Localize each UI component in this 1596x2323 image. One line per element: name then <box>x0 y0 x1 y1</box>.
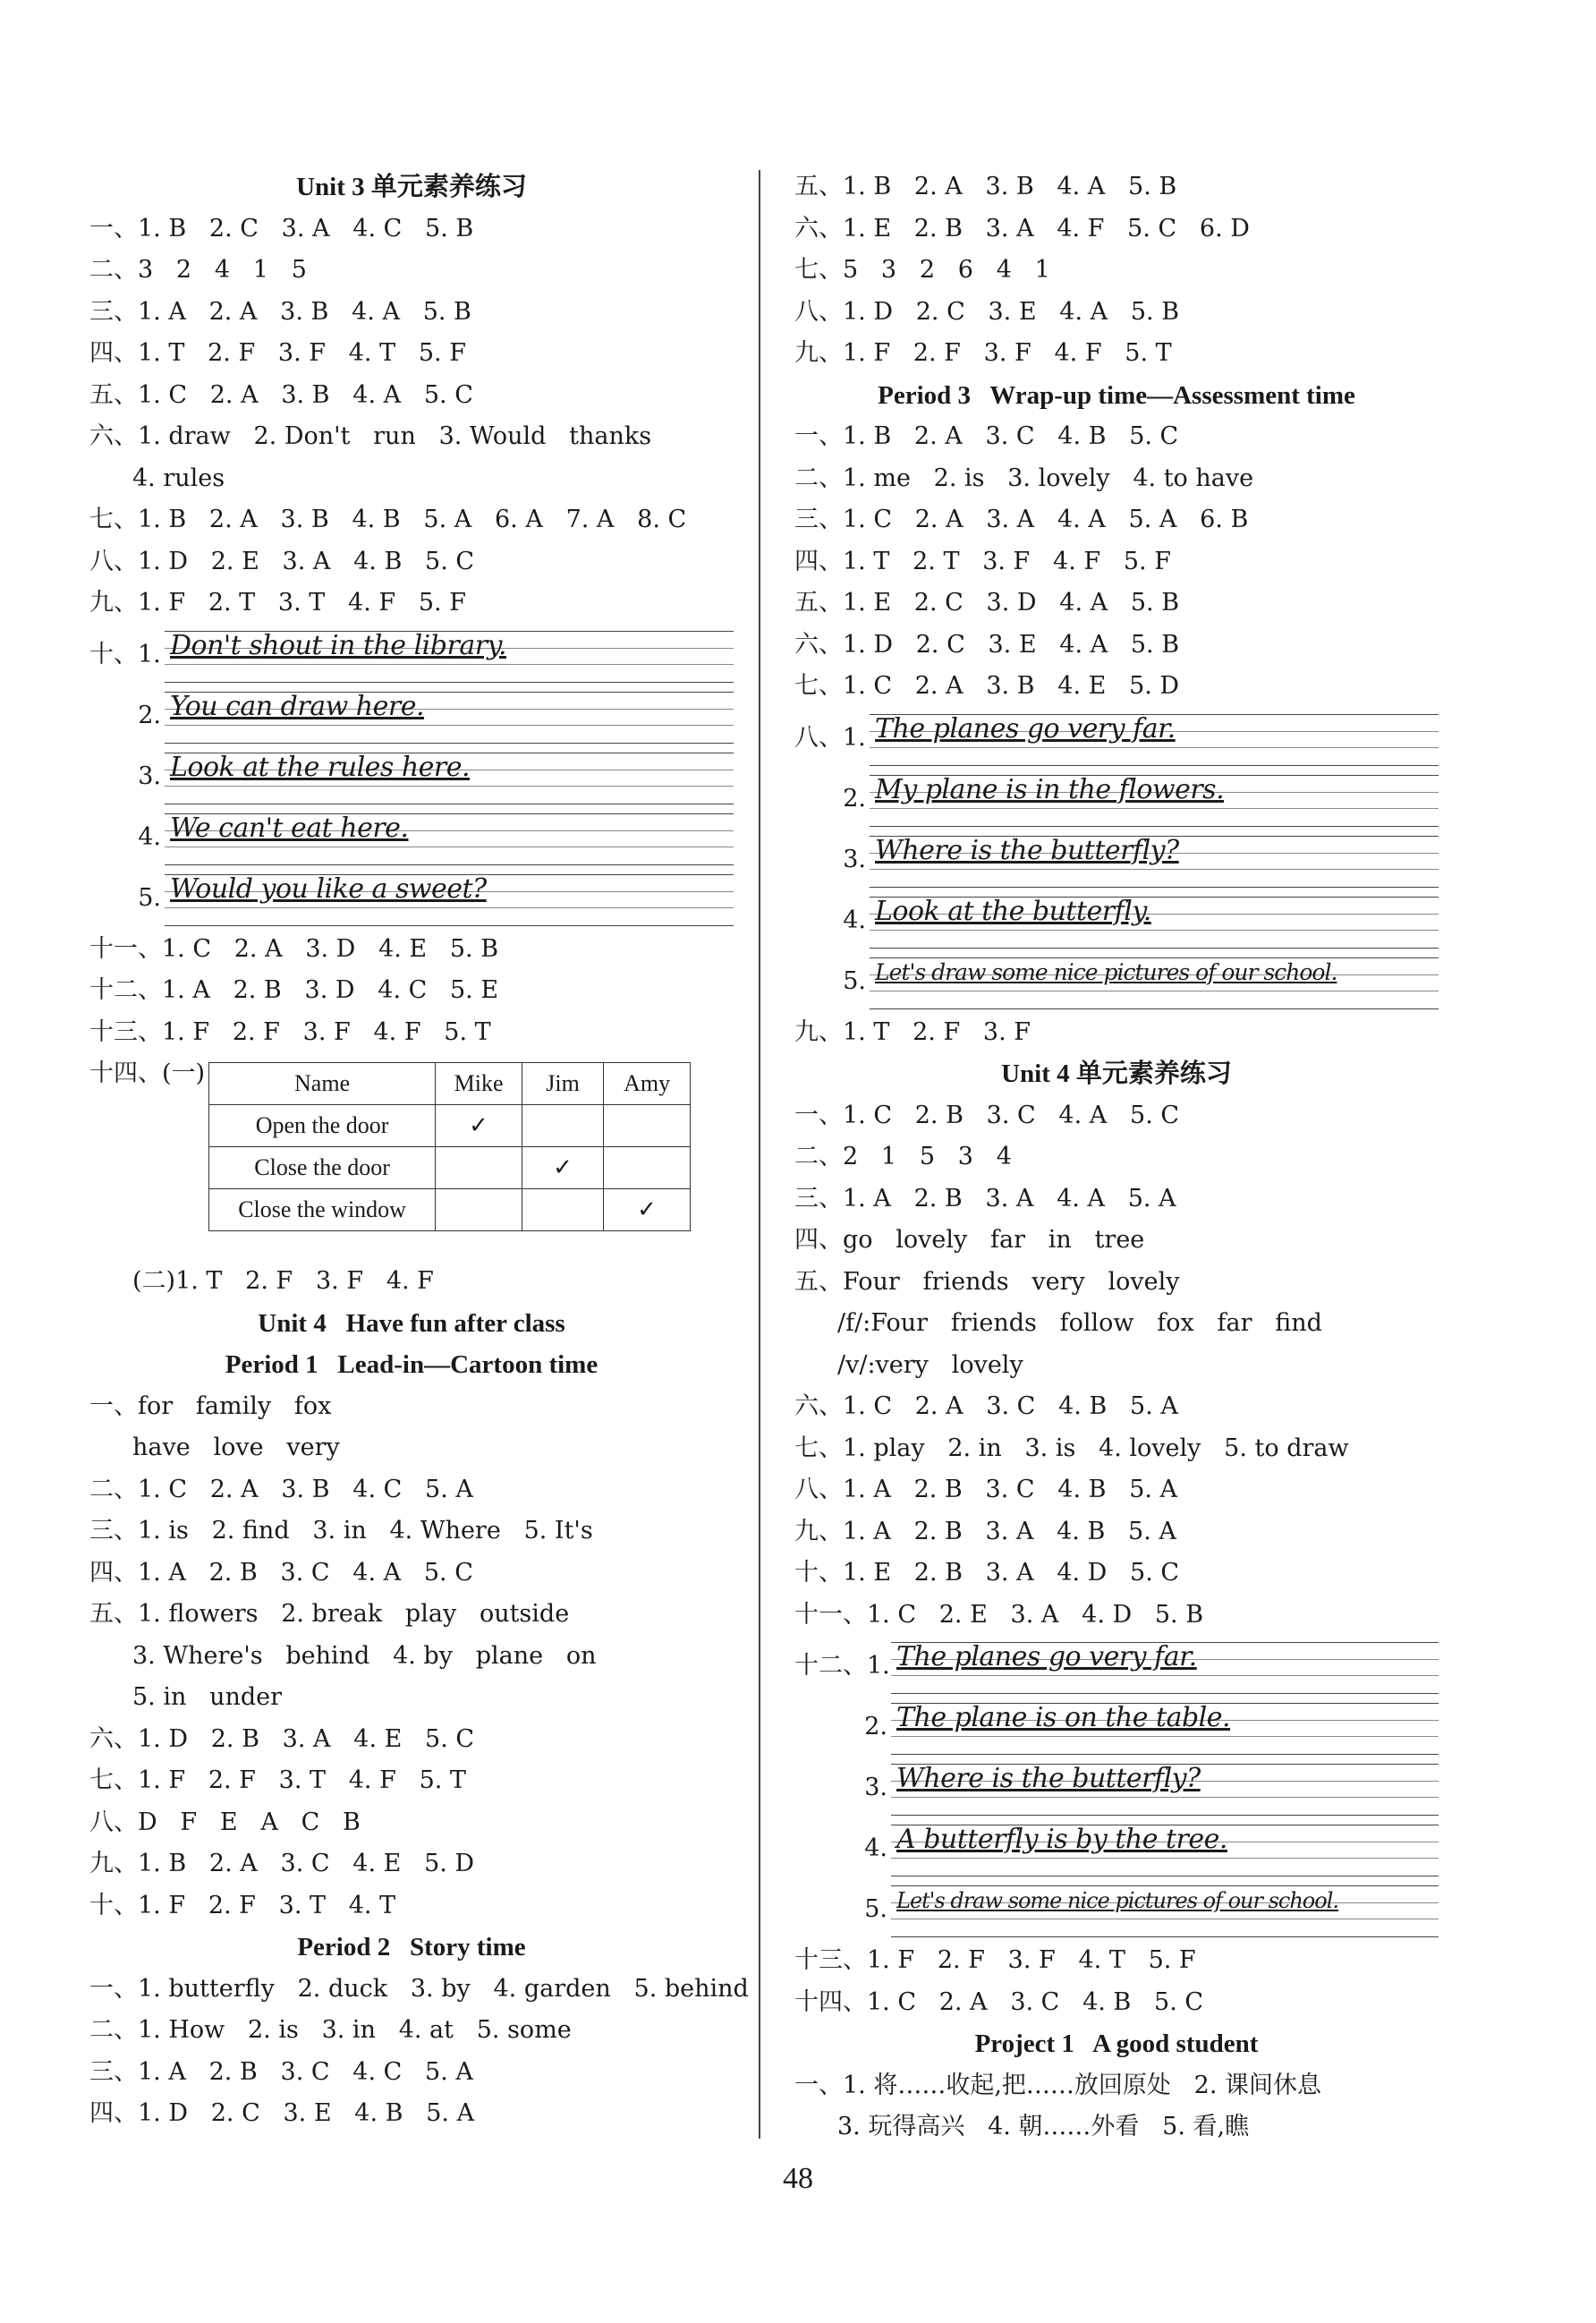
answer-line: 六、1. C 2. A 3. C 4. B 5. A <box>794 1392 1178 1420</box>
answer-line: 5. in under <box>132 1683 283 1711</box>
answer-line: 四、1. T 2. F 3. F 4. T 5. F <box>89 339 466 367</box>
table-cell <box>604 1147 691 1189</box>
answer-line: 六、1. D 2. C 3. E 4. A 5. B <box>794 630 1180 659</box>
unit4-practice-heading: Unit 4 单元素养练习 <box>1001 1059 1232 1088</box>
answer-line: 五、1. C 2. A 3. B 4. A 5. C <box>89 380 473 409</box>
answer-line: 二、1. me 2. is 3. lovely 4. to have <box>794 464 1254 492</box>
handwritten-answer: My plane is in the flowers. <box>875 773 1225 805</box>
answer-line: 三、1. A 2. A 3. B 4. A 5. B <box>89 297 471 326</box>
handwriting-line <box>794 951 1439 1012</box>
answer-line: 六、1. E 2. B 3. A 4. F 5. C 6. D <box>794 214 1250 243</box>
handwritten-answer: Would you like a sweet? <box>170 872 487 905</box>
answer-line: 九、1. F 2. T 3. T 4. F 5. F <box>89 589 466 617</box>
item-label: 5. <box>843 966 866 995</box>
answer-line: 五、Four friends very lovely <box>794 1267 1180 1296</box>
handwritten-answer: Look at the butterfly. <box>875 895 1151 927</box>
item-label: 八、1. <box>794 723 866 752</box>
answer-line: 七、1. C 2. A 3. B 4. E 5. D <box>794 672 1180 700</box>
table-cell: Close the door <box>209 1147 436 1189</box>
answer-line: 八、D F E A C B <box>89 1808 361 1836</box>
item-label: 5. <box>864 1895 887 1923</box>
handwriting-line <box>89 868 734 929</box>
handwritten-answer: A butterfly is by the tree. <box>896 1824 1227 1855</box>
table-header-cell: Amy <box>604 1063 691 1105</box>
period2-heading: Period 2 Story time <box>297 1933 526 1961</box>
answer-line: 八、1. D 2. E 3. A 4. B 5. C <box>89 547 475 575</box>
answer-table <box>208 1062 691 1231</box>
answer-line: /f/:Four friends follow fox far find <box>837 1309 1322 1337</box>
handwritten-answer: Let's draw some nice pictures of our school. <box>875 958 1337 985</box>
answer-line: 二、3 2 4 1 5 <box>89 256 307 284</box>
answer-line: 九、1. A 2. B 3. A 4. B 5. A <box>794 1517 1176 1545</box>
period3-heading: Period 3 Wrap-up time—Assessment time <box>878 380 1355 410</box>
handwritten-answer: You can draw here. <box>170 690 425 722</box>
check-mark-cell: ✓ <box>604 1189 691 1231</box>
answer-line: 十三、1. F 2. F 3. F 4. T 5. F <box>794 1946 1196 1974</box>
answer-line: 七、1. B 2. A 3. B 4. B 5. A 6. A 7. A 8. C <box>89 506 687 533</box>
handwritten-answer: Where is the butterfly? <box>875 834 1179 866</box>
answer-line: 二、1. How 2. is 3. in 4. at 5. some <box>89 2016 572 2044</box>
unit3-practice-heading: Unit 3 单元素养练习 <box>296 173 527 201</box>
answer-line: 五、1. E 2. C 3. D 4. A 5. B <box>794 589 1180 617</box>
item-label: 十二、1. <box>794 1652 890 1680</box>
unit4-heading: Unit 4 Have fun after class <box>258 1308 565 1338</box>
answer-line: 十一、1. C 2. E 3. A 4. D 5. B <box>794 1600 1204 1629</box>
table-cell <box>522 1105 604 1147</box>
answer-line: 一、1. B 2. A 3. C 4. B 5. C <box>794 422 1179 450</box>
answer-line: 三、1. is 2. find 3. in 4. Where 5. It's <box>89 1517 593 1544</box>
item-label: 2. <box>843 784 866 813</box>
handwritten-answer: Where is the butterfly? <box>896 1763 1201 1794</box>
answer-line: 三、1. C 2. A 3. A 4. A 5. A 6. B <box>794 506 1249 533</box>
answer-line: 4. rules <box>132 464 225 492</box>
answer-line: 一、1. 将……收起,把……放回原处 2. 课间休息 <box>794 2071 1322 2099</box>
answer-line: 三、1. A 2. B 3. A 4. A 5. A <box>794 1184 1176 1213</box>
answer-line: 九、1. B 2. A 3. C 4. E 5. D <box>89 1850 475 1877</box>
item-label: 十、1. <box>89 640 161 668</box>
item-label: 3. <box>138 762 161 790</box>
answer-line: 四、1. T 2. T 3. F 4. F 5. F <box>794 547 1171 575</box>
answer-line: 十二、1. A 2. B 3. D 4. C 5. E <box>89 976 499 1004</box>
answer-line: 六、1. D 2. B 3. A 4. E 5. C <box>89 1724 475 1753</box>
answer-line: 一、1. C 2. B 3. C 4. A 5. C <box>794 1101 1180 1129</box>
answer-line: 十一、1. C 2. A 3. D 4. E 5. B <box>89 934 499 963</box>
check-mark-cell: ✓ <box>522 1147 604 1189</box>
item-label: 十四、(一) <box>89 1059 206 1087</box>
answer-line: 七、1. F 2. F 3. T 4. F 5. T <box>89 1766 466 1794</box>
handwritten-answer: We can't eat here. <box>170 812 409 844</box>
answer-line: 五、1. flowers 2. break play outside <box>89 1600 570 1628</box>
answer-line: 一、1. butterfly 2. duck 3. by 4. garden 5. behind <box>89 1974 749 2003</box>
item-label: 2. <box>864 1713 887 1740</box>
answer-line: 八、1. A 2. B 3. C 4. B 5. A <box>794 1476 1178 1503</box>
right-column <box>794 166 1439 2149</box>
answer-line: 三、1. A 2. B 3. C 4. C 5. A <box>89 2057 473 2086</box>
answer-line: 十、1. E 2. B 3. A 4. D 5. C <box>794 1559 1180 1587</box>
handwritten-answer: The planes go very far. <box>896 1641 1197 1672</box>
item-label: 4. <box>843 906 866 934</box>
item-label: 2. <box>138 701 161 729</box>
answer-line: 十四、1. C 2. A 3. C 4. B 5. C <box>794 1987 1204 2016</box>
answer-line: 3. Where's behind 4. by plane on <box>132 1641 597 1670</box>
answer-line: 一、for family fox <box>89 1391 332 1420</box>
item-label: 3. <box>843 845 866 873</box>
answer-line: 七、5 3 2 6 4 1 <box>794 256 1050 284</box>
answer-line: 十三、1. F 2. F 3. F 4. F 5. T <box>89 1017 491 1046</box>
table-cell <box>604 1105 691 1147</box>
column-divider <box>759 170 760 2139</box>
item-label: 5. <box>138 883 161 912</box>
answer-line: 一、1. B 2. C 3. A 4. C 5. B <box>89 214 474 243</box>
table-header-row <box>209 1063 691 1105</box>
table-cell: Close the window <box>209 1189 436 1231</box>
table-cell <box>436 1147 522 1189</box>
table-row <box>209 1189 691 1231</box>
handwritten-answer: The planes go very far. <box>875 712 1176 745</box>
answer-line: 十、1. F 2. F 3. T 4. T <box>89 1891 396 1919</box>
page-number: 48 <box>783 2162 813 2195</box>
handwritten-answer: Don't shout in the library. <box>170 629 507 661</box>
answer-line: 六、1. draw 2. Don't run 3. Would thanks <box>89 422 652 450</box>
answer-line: 二、2 1 5 3 4 <box>794 1143 1012 1170</box>
item-label: 4. <box>138 822 161 851</box>
period1-heading: Period 1 Lead-in—Cartoon time <box>225 1350 598 1379</box>
answer-line: /v/:very lovely <box>837 1350 1023 1379</box>
check-mark-cell: ✓ <box>436 1105 522 1147</box>
item-label: 3. <box>864 1774 887 1801</box>
handwritten-answer: Let's draw some nice pictures of our school. <box>896 1888 1338 1913</box>
answer-line: 九、1. T 2. F 3. F <box>794 1017 1031 1046</box>
answer-line: 八、1. D 2. C 3. E 4. A 5. B <box>794 297 1180 326</box>
answer-line: have love very <box>132 1434 340 1461</box>
answer-line: 四、1. A 2. B 3. C 4. A 5. C <box>89 1558 473 1587</box>
project1-heading: Project 1 A good student <box>974 2029 1259 2058</box>
answer-line: 二、1. C 2. A 3. B 4. C 5. A <box>89 1475 473 1503</box>
answer-line: 3. 玩得高兴 4. 朝……外看 5. 看,瞧 <box>837 2113 1250 2140</box>
table-header-cell: Jim <box>522 1063 604 1105</box>
answer-line: 五、1. B 2. A 3. B 4. A 5. B <box>794 173 1177 200</box>
table-header-cell: Mike <box>436 1063 522 1105</box>
answer-line: 四、go lovely far in tree <box>794 1226 1145 1254</box>
item-label: 4. <box>864 1834 887 1862</box>
table-header-cell: Name <box>209 1063 436 1105</box>
table-cell <box>522 1189 604 1231</box>
answer-line: 七、1. play 2. in 3. is 4. lovely 5. to draw <box>794 1434 1349 1462</box>
table-row <box>209 1147 691 1189</box>
table-row <box>209 1105 691 1147</box>
handwritten-answer: The plane is on the table. <box>896 1702 1231 1733</box>
answer-line: 九、1. F 2. F 3. F 4. F 5. T <box>794 339 1172 367</box>
answer-line: 四、1. D 2. C 3. E 4. B 5. A <box>89 2099 475 2127</box>
table-cell <box>436 1189 522 1231</box>
handwritten-answer: Look at the rules here. <box>170 751 471 783</box>
table-section <box>89 1053 734 1261</box>
handwriting-line <box>794 1879 1439 1940</box>
table-cell: Open the door <box>209 1105 436 1147</box>
answer-line: (二)1. T 2. F 3. F 4. F <box>132 1267 434 1295</box>
left-column <box>89 166 749 2135</box>
